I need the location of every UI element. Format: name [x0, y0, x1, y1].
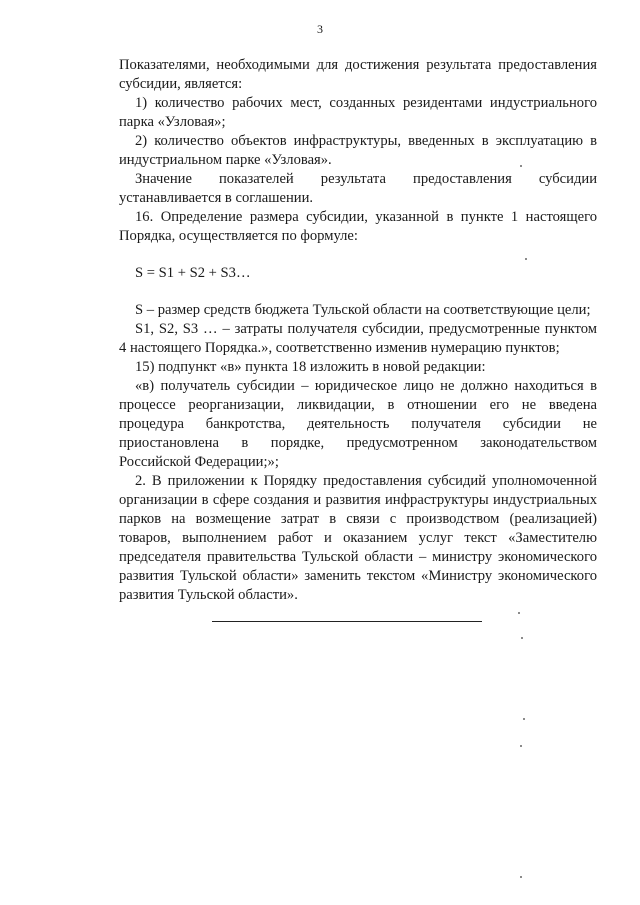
paragraph-s-definition: S – размер средств бюджета Тульской области на соответствующие цели; — [135, 302, 591, 318]
paragraph-item-16: 16. Определение размера субсидии, указанной в пункте 1 настоящего Порядка, осуществляется по формуле: — [119, 209, 597, 244]
scan-speck — [525, 258, 527, 260]
document-body — [119, 56, 597, 605]
paragraph-indicator-1: 1) количество рабочих мест, созданных резидентами индустриального парка «Узловая»; — [119, 95, 597, 130]
scan-speck — [521, 637, 523, 639]
paragraph-item-2: 2. В приложении к Порядку предоставления субсидий уполномоченной организации в сфере создания и развития инфраструктуры индустриальных парков на возмещение затрат в связи с производством (реализацией) товаров, выполнением работ и оказанием услуг текст «Заместителю председателя правительства Тульской области – министру экономического развития Тульской области» заменить текстом «Министру экономического развития Тульской области». — [119, 473, 597, 603]
paragraph-subitem-v: «в) получатель субсидии – юридическое лицо не должно находиться в процессе реорганизации, ликвидации, в отношении его не введена процедура банкротства, деятельность получателя субсидии не приостановлена в порядке, предусмотренном законодательством Российской Федерации;»; — [119, 378, 597, 470]
paragraph-indicator-value: Значение показателей результата предоставления субсидии устанавливается в соглашении. — [119, 171, 597, 206]
paragraph-indicator-2: 2) количество объектов инфраструктуры, введенных в эксплуатацию в индустриальном парке «Узловая». — [119, 133, 597, 168]
scan-speck — [520, 876, 522, 878]
closing-divider-line — [212, 621, 482, 622]
scan-speck — [520, 745, 522, 747]
scan-speck — [518, 612, 520, 614]
paragraph-s-components: S1, S2, S3 … – затраты получателя субсидии, предусмотренные пунктом 4 настоящего Порядка.», соответственно изменив нумерацию пунктов; — [119, 321, 597, 356]
page-number: 3 — [317, 22, 323, 36]
subsidy-formula: S = S1 + S2 + S3… — [135, 265, 251, 281]
paragraph-item-15: 15) подпункт «в» пункта 18 изложить в новой редакции: — [135, 359, 486, 375]
scan-speck — [520, 165, 522, 167]
scan-speck — [523, 718, 525, 720]
paragraph-indicators-intro: Показателями, необходимыми для достижения результата предоставления субсидии, является: — [119, 57, 597, 92]
